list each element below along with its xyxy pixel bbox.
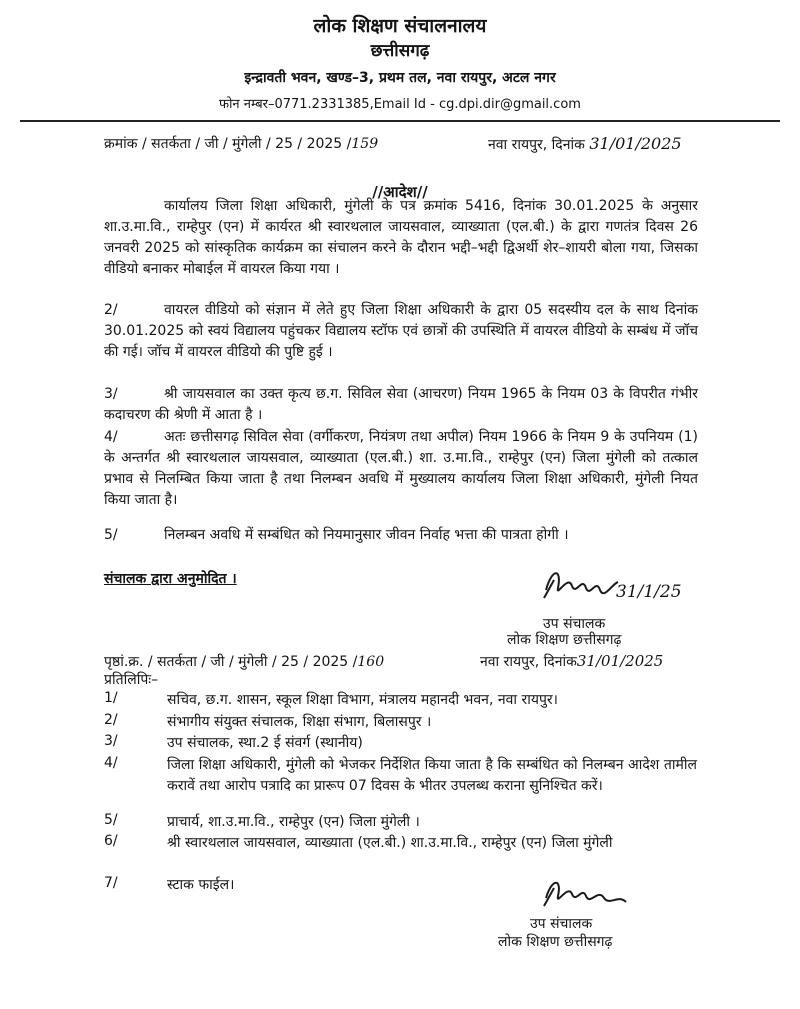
copy-item-7-text: स्टाक फाईल।: [167, 877, 235, 893]
office-title: लोक शिक्षण संचालनालय: [313, 15, 487, 37]
paragraph-2-number: 2/: [104, 302, 118, 318]
paragraph-5-text: निलम्बन अवधि में सम्बंधित को नियमानुसार जीवन निर्वाह भत्ता की पात्रता होगी ।: [164, 527, 569, 543]
endorsement-place-label: नवा रायपुर, दिनांक: [480, 654, 577, 670]
paragraph-4-text: अतः छत्तीसगढ़ सिविल सेवा (वर्गीकरण, नियंत्रण तथा अपील) नियम 1966 के नियम 9 के उपनियम (1) के अन्तर्गत श्री स्वारथलाल जायसवाल, व्याख्याता (एल.बी.) शा. उ.मा.वि., राम्हेपुर (एन) जिला मुंगेली को तत्काल प्रभाव से निलम्बित किया जाता है तथा निलम्बन अवधि में मुख्यालय कार्यालय जिला शिक्षा अधिकारी, मुंगेली नियत किया जाता है।: [104, 429, 698, 508]
order-paragraph-3: [104, 384, 698, 426]
copy-to-label: प्रतिलिपिः–: [104, 672, 159, 688]
order-paragraph-4: [104, 427, 698, 511]
copy-item-2-text: संभागीय संयुक्त संचालक, शिक्षा संभाग, बिलासपुर ।: [167, 714, 432, 730]
order-paragraph-5: [104, 525, 698, 546]
paragraph-5-number: 5/: [104, 527, 118, 543]
office-contact: फोन नम्बर–0771.2331385,Email Id - cg.dpi.dir@gmail.com: [219, 97, 581, 112]
signature-1-date: 31/1/25: [616, 582, 682, 602]
signature-2-office: लोक शिक्षण छत्तीसगढ़: [498, 934, 613, 950]
paragraph-2-text: वायरल वीडियो को संज्ञान में लेते हुए जिला शिक्षा अधिकारी के द्वारा 05 सदस्यीय दल के साथ दिनांक 30.01.2025 को स्वयं विद्यालय पहुंचकर विद्यालय स्टॉफ एवं छात्रों की उपस्थिति में वायरल वीडियो के सम्बंध में जॉच की गई। जॉच में वायरल वीडियो की पुष्टि हुई ।: [104, 302, 698, 360]
signature-2-designation: उप संचालक: [530, 916, 593, 932]
copy-item-3-number: 3/: [104, 733, 118, 749]
reference-place-date: [488, 134, 682, 154]
endorsement-place-date: [480, 652, 663, 671]
copy-item-1-number: 1/: [104, 690, 118, 706]
office-address: इन्द्रावती भवन, खण्ड–3, प्रथम तल, नवा रायपुर, अटल नगर: [244, 70, 556, 86]
order-title: //आदेश//: [372, 183, 428, 201]
reference-date-handwritten: 31/01/2025: [589, 134, 682, 153]
copy-item-5-text: प्राचार्य, शा.उ.मा.वि., राम्हेपुर (एन) जिला मुंगेली ।: [167, 814, 420, 830]
reference-number-prefix: क्रमांक / सतर्कता / जी / मुंगेली / 25 / 2025 /: [104, 136, 352, 152]
copy-item-4-text: जिला शिक्षा अधिकारी, मुंगेली को भेजकर निर्देशित किया जाता है कि सम्बंधित को निलम्बन आदेश तामील करावें तथा आरोप पत्रादि का प्रारूप 07 दिवस के भीतर उपलब्ध कराना सुनिश्चित करें।: [167, 757, 697, 794]
approval-text: संचालक द्वारा अनुमोदित ।: [104, 571, 237, 587]
copy-item-6-text: श्री स्वारथलाल जायसवाल, व्याख्याता (एल.बी.) शा.उ.मा.वि., राम्हेपुर (एन) जिला मुंगेली: [167, 835, 613, 851]
endorsement-number-prefix: पृष्ठां.क्र. / सतर्कता / जी / मुंगेली / 25 / 2025 /: [104, 654, 358, 670]
copy-item-7-number: 7/: [104, 875, 118, 891]
header-divider: [20, 120, 780, 122]
reference-place-label: नवा रायपुर, दिनांक: [488, 137, 585, 153]
copy-item-5-number: 5/: [104, 812, 118, 828]
state-title: छत्तीसगढ़: [370, 41, 430, 61]
signature-1-mark: [540, 560, 620, 610]
paragraph-3-number: 3/: [104, 386, 118, 402]
approval-note: [104, 569, 237, 588]
order-paragraph-1: कार्यालय जिला शिक्षा अधिकारी, मुंगेली के पत्र क्रमांक 5416, दिनांक 30.01.2025 के अनुसार शा.उ.मा.वि., राम्हेपुर (एन) में कार्यरत श्री स्वारथलाल जायसवाल, व्याख्याता (एल.बी.) के द्वारा गणतंत्र दिवस 26 जनवरी 2025 को सांस्कृतिक कार्यक्रम का संचालन करने के दौरान भद्दी–भद्दी द्विअर्थी शेर–शायरी बोला गया, जिसका वीडियो बनाकर मोबाईल में वायरल किया गया ।: [104, 198, 698, 277]
signature-2-mark: [540, 872, 630, 912]
copy-item-6-number: 6/: [104, 833, 118, 849]
copy-item-4-number: 4/: [104, 755, 118, 771]
paragraph-3-text: श्री जायसवाल का उक्त कृत्य छ.ग. सिविल सेवा (आचरण) नियम 1965 के नियम 03 के विपरीत गंभीर कदाचरण की श्रेणी में आता है ।: [104, 386, 698, 423]
signature-1-stroke: [546, 573, 618, 593]
copy-item-2-number: 2/: [104, 712, 118, 728]
copy-item-1-text: सचिव, छ.ग. शासन, स्कूल शिक्षा विभाग, मंत्रालय महानदी भवन, नवा रायपुर।: [167, 692, 558, 708]
reference-number: [104, 134, 378, 153]
signature-2-stroke: [546, 883, 626, 902]
endorsement-date-handwritten: 31/01/2025: [576, 652, 664, 670]
signature-1-office: लोक शिक्षण छत्तीसगढ़: [507, 632, 622, 648]
reference-number-handwritten: 159: [351, 136, 379, 152]
order-paragraph-2: [104, 300, 698, 363]
paragraph-4-number: 4/: [104, 429, 118, 445]
signature-1-designation: उप संचालक: [543, 616, 606, 632]
copy-item-3-text: उप संचालक, स्था.2 ई संवर्ग (स्थानीय): [167, 735, 363, 751]
endorsement-number-handwritten: 160: [357, 654, 385, 670]
endorsement-number: [104, 652, 384, 671]
